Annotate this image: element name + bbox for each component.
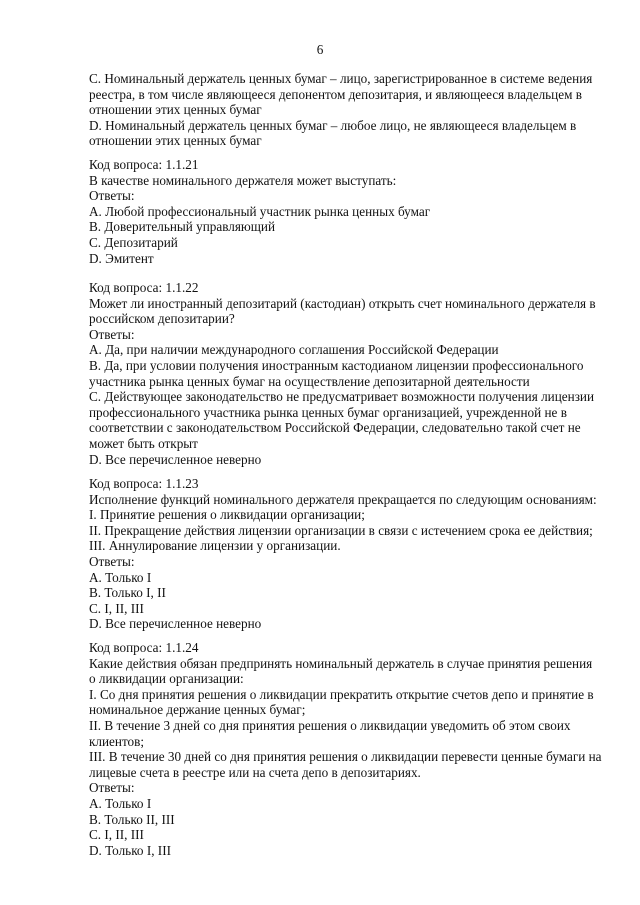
question-text: II. Прекращение действия лицензии организации в связи с истечением срока ее действия; (89, 522, 593, 538)
answer-option: С. Действующее законодательство не предусматривает возможности получения лицензии (89, 389, 595, 405)
question-text: Может ли иностранный депозитарий (кастодиан) открыть счет номинального держателя в (89, 295, 596, 311)
answer-option: D. Только I, III (89, 842, 171, 858)
intro-option-c-line: С. Номинальный держатель ценных бумаг – лицо, зарегистрированное в системе ведения (89, 71, 593, 86)
intro-option-c-line: отношении этих ценных бумаг (89, 102, 262, 118)
answer-option: участника рынка ценных бумаг на осуществление депозитарной деятельности (89, 373, 530, 389)
question-1-1-22 (89, 280, 596, 467)
question-text: I. Принятие решения о ликвидации организации; (89, 507, 365, 523)
question-text: Какие действия обязан предпринять номинальный держатель в случае принятия решения (89, 655, 593, 671)
question-text: российском депозитарии? (89, 311, 235, 327)
question-text: клиентов; (89, 733, 145, 749)
answer-option: D. Эмитент (89, 250, 154, 266)
answers-label: Ответы: (89, 326, 135, 342)
question-text: I. Со дня принятия решения о ликвидации прекратить открытие счетов депо и принятие в (89, 686, 594, 702)
answer-option: А. Только I (89, 569, 152, 585)
question-1-1-23 (89, 476, 597, 632)
answer-option: D. Все перечисленное неверно (89, 451, 262, 467)
answers-label: Ответы: (89, 188, 135, 204)
question-text: II. В течение 3 дней со дня принятия решения о ликвидации уведомить об этом своих (89, 717, 571, 733)
answer-option: С. I, II, III (89, 827, 144, 843)
question-text: лицевые счета в реестре или на счета депо в депозитариях. (89, 764, 421, 780)
intro-option-d-line: отношении этих ценных бумаг (89, 133, 262, 149)
answer-option: А. Любой профессиональный участник рынка ценных бумаг (89, 203, 431, 219)
answer-option: D. Все перечисленное неверно (89, 616, 262, 632)
intro-option-d-line: D. Номинальный держатель ценных бумаг – любое лицо, не являющееся владельцем в (89, 117, 577, 133)
answer-option: В. Доверительный управляющий (89, 219, 276, 235)
answer-option: может быть открыт (89, 435, 198, 451)
answer-option: С. Депозитарий (89, 234, 178, 250)
question-text: номинальное держание ценных бумаг; (89, 702, 306, 718)
question-code: Код вопроса: 1.1.23 (89, 476, 199, 491)
question-text: о ликвидации организации: (89, 671, 244, 687)
question-code: Код вопроса: 1.1.24 (89, 640, 199, 655)
intro-option-c-line: реестра, в том числе являющееся депонентом депозитария, и являющееся владельцем в (89, 86, 582, 102)
answer-option: А. Только I (89, 795, 152, 811)
answer-option: профессионального участника рынка ценных бумаг организацией, учрежденной не в (89, 404, 567, 420)
answer-option: В. Только I, II (89, 585, 166, 601)
answer-option: В. Только II, III (89, 811, 175, 827)
page-number: 6 (316, 42, 324, 57)
question-1-1-21 (89, 157, 550, 266)
question-text: Исполнение функций номинального держателя прекращается по следующим основаниям: (89, 491, 597, 507)
intro-options (89, 71, 593, 149)
answer-option: соответствии с законодательством Российской Федерации, следовательно такой счет не (89, 420, 581, 436)
answer-option: А. Да, при наличии международного соглашения Российской Федерации (89, 342, 499, 358)
answer-option: В. Да, при условии получения иностранным кастодианом лицензии профессионального (89, 357, 584, 373)
answers-label: Ответы: (89, 553, 135, 569)
question-text: III. В течение 30 дней со дня принятия решения о ликвидации перевести ценные бумаги на (89, 749, 602, 765)
question-text: В качестве номинального держателя может выступать: (89, 172, 397, 188)
question-code: Код вопроса: 1.1.21 (89, 157, 199, 172)
question-1-1-24 (89, 640, 602, 858)
answers-label: Ответы: (89, 780, 135, 796)
question-code: Код вопроса: 1.1.22 (89, 280, 199, 295)
answer-option: С. I, II, III (89, 600, 144, 616)
question-text: III. Аннулирование лицензии у организации. (89, 538, 341, 554)
